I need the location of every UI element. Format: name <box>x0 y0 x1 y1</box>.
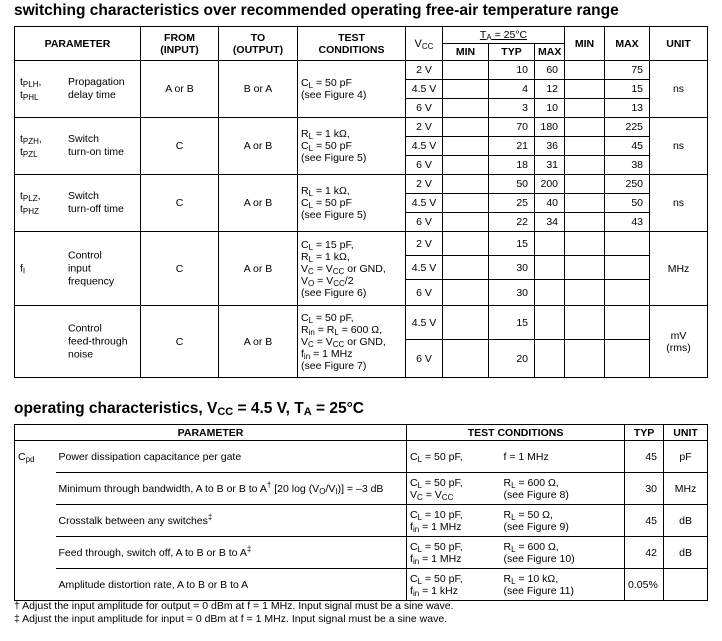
ta-max-cell <box>535 340 565 378</box>
vcc-cell: 6 V <box>406 213 443 232</box>
to-output-cell: B or A <box>219 61 298 118</box>
ta-min-cell <box>443 213 489 232</box>
test-condition-1: $C_L = 50$ pF, $f_{in} = 1$ MHz <box>407 537 501 569</box>
min-cell <box>565 175 605 194</box>
header-from: FROM (INPUT) <box>141 27 219 61</box>
from-input-cell: C <box>141 232 219 306</box>
vcc-cell: 4.5 V <box>406 256 443 280</box>
min-cell <box>565 340 605 378</box>
ta-max-cell: 60 <box>535 61 565 80</box>
ta-typ-cell: 30 <box>489 280 535 306</box>
test-conditions-cell: $R_L = 1$ kΩ, $C_L = 50$ pF (see Figure 5) <box>298 175 406 232</box>
test-condition-2: f = 1 MHz <box>501 441 625 473</box>
ta-typ-cell: 10 <box>489 61 535 80</box>
max-cell <box>605 306 650 340</box>
vcc-cell: 4.5 V <box>406 137 443 156</box>
min-cell <box>565 99 605 118</box>
from-input-cell: A or B <box>141 61 219 118</box>
typ-cell: 45 <box>625 441 664 473</box>
table-row <box>15 569 708 601</box>
max-cell: 13 <box>605 99 650 118</box>
ta-min-cell <box>443 194 489 213</box>
test-condition-1: $C_L = 10$ pF, $f_{in} = 1$ MHz <box>407 505 501 537</box>
typ-cell: 0.05% <box>625 569 664 601</box>
unit-cell: pF <box>664 441 708 473</box>
parameter-symbol: $f_I$ <box>20 262 26 275</box>
from-input-cell: C <box>141 118 219 175</box>
to-output-cell: A or B <box>219 232 298 306</box>
test-conditions-cell: $R_L = 1$ kΩ, $C_L = 50$ pF (see Figure 5) <box>298 118 406 175</box>
header-test-conditions: TEST CONDITIONS <box>298 27 406 61</box>
ta-min-cell <box>443 156 489 175</box>
parameter-symbol <box>15 473 56 505</box>
max-cell: 45 <box>605 137 650 156</box>
header-unit: UNIT <box>650 27 708 61</box>
ta-typ-cell: 15 <box>489 306 535 340</box>
unit-cell <box>664 569 708 601</box>
header-row <box>15 27 708 44</box>
min-cell <box>565 61 605 80</box>
test-conditions-cell: $C_L = 15$ pF, $R_L = 1$ kΩ, $V_C = V_{CC}$ or GND, $V_O = V_{CC}/2$ (see Figure 6) <box>298 232 406 306</box>
from-input-cell: C <box>141 175 219 232</box>
ta-max-cell: 34 <box>535 213 565 232</box>
ta-typ-cell: 3 <box>489 99 535 118</box>
parameter-description: Switch turn-on time <box>68 133 125 158</box>
typ-cell: 30 <box>625 473 664 505</box>
ta-max-cell: 36 <box>535 137 565 156</box>
min-cell <box>565 306 605 340</box>
unit-cell: MHz <box>650 232 708 306</box>
parameter-cell <box>15 306 141 378</box>
parameter-description: Minimum through bandwidth, A to B or B to A† [20 $\log (V_O/V_I)] = -3$ dB <box>56 473 407 505</box>
vcc-cell: 4.5 V <box>406 194 443 213</box>
header-ta: $T_A = 25^\circ C$ <box>443 27 565 44</box>
min-cell <box>565 80 605 99</box>
header-ta-typ: TYP <box>489 44 535 61</box>
typ-cell: 45 <box>625 505 664 537</box>
header-parameter: PARAMETER <box>15 27 141 61</box>
max-cell: 43 <box>605 213 650 232</box>
typ-cell: 42 <box>625 537 664 569</box>
ta-min-cell <box>443 175 489 194</box>
max-cell: 50 <box>605 194 650 213</box>
unit-cell: dB <box>664 505 708 537</box>
min-cell <box>565 194 605 213</box>
header-test-conditions: TEST CONDITIONS <box>407 425 625 441</box>
table-row <box>15 118 708 137</box>
parameter-symbol: $C_{pd}$ <box>15 441 56 473</box>
header-min: MIN <box>565 27 605 61</box>
vcc-cell: 6 V <box>406 280 443 306</box>
ta-min-cell <box>443 256 489 280</box>
test-conditions-cell: $C_L = 50$ pF, $R_{in} = R_L = 600$ Ω, $V_C = V_{CC}$ or GND, $f_{in} = 1$ MHz (see Figure 7) <box>298 306 406 378</box>
to-output-cell: A or B <box>219 118 298 175</box>
header-unit: UNIT <box>664 425 708 441</box>
ta-max-cell: 40 <box>535 194 565 213</box>
footnote-double-dagger: ‡ Adjust the input amplitude for input = 0 dBm at f = 1 MHz. Input signal must be a sine wave. <box>14 613 448 625</box>
min-cell <box>565 118 605 137</box>
header-typ: TYP <box>625 425 664 441</box>
max-cell: 15 <box>605 80 650 99</box>
ta-typ-cell: 18 <box>489 156 535 175</box>
parameter-description: Propagation delay time <box>68 76 125 101</box>
test-condition-2: $R_L = 600$ Ω, (see Figure 8) <box>501 473 625 505</box>
parameter-cell <box>15 232 141 306</box>
parameter-description: Amplitude distortion rate, A to B or B to A <box>56 569 407 601</box>
ta-max-cell: 10 <box>535 99 565 118</box>
max-cell: 38 <box>605 156 650 175</box>
parameter-description: Crosstalk between any switches‡ <box>56 505 407 537</box>
unit-cell: dB <box>664 537 708 569</box>
table-row <box>15 306 708 340</box>
min-cell <box>565 232 605 256</box>
ta-min-cell <box>443 340 489 378</box>
parameter-symbol: $t_{PLH}$, $t_{PHL}$ <box>20 76 42 102</box>
min-cell <box>565 156 605 175</box>
footnote-dagger: † Adjust the input amplitude for output = 0 dBm at f = 1 MHz. Input signal must be a sine wave. <box>14 600 454 612</box>
test-condition-1: $C_L = 50$ pF, $f_{in} = 1$ kHz <box>407 569 501 601</box>
header-ta-min: MIN <box>443 44 489 61</box>
header-ta-max: MAX <box>535 44 565 61</box>
min-cell <box>565 280 605 306</box>
ta-min-cell <box>443 61 489 80</box>
ta-typ-cell: 22 <box>489 213 535 232</box>
to-output-cell: A or B <box>219 306 298 378</box>
vcc-cell: 2 V <box>406 118 443 137</box>
max-cell: 75 <box>605 61 650 80</box>
switching-section-title: switching characteristics over recommended operating free-air temperature range <box>14 2 619 19</box>
unit-cell: ns <box>650 61 708 118</box>
vcc-cell: 2 V <box>406 61 443 80</box>
ta-min-cell <box>443 99 489 118</box>
table-row <box>15 232 708 256</box>
vcc-cell: 6 V <box>406 340 443 378</box>
header-vcc: $V_{CC}$ <box>406 27 443 61</box>
parameter-cell <box>15 61 141 118</box>
ta-max-cell <box>535 280 565 306</box>
max-cell: 250 <box>605 175 650 194</box>
vcc-cell: 6 V <box>406 99 443 118</box>
test-conditions-cell: $C_L = 50$ pF (see Figure 4) <box>298 61 406 118</box>
header-to: TO (OUTPUT) <box>219 27 298 61</box>
parameter-symbol: $t_{PZH}$, $t_{PZL}$ <box>20 133 42 159</box>
ta-min-cell <box>443 137 489 156</box>
header-max: MAX <box>605 27 650 61</box>
operating-section-title: operating characteristics, $V_{CC} = 4.5$ V, $T_A = 25^\circ C$ <box>14 400 364 418</box>
unit-cell: MHz <box>664 473 708 505</box>
test-condition-2: $R_L = 10$ kΩ, (see Figure 11) <box>501 569 625 601</box>
ta-max-cell: 31 <box>535 156 565 175</box>
test-condition-2: $R_L = 50$ Ω, (see Figure 9) <box>501 505 625 537</box>
ta-typ-cell: 50 <box>489 175 535 194</box>
table-row <box>15 537 708 569</box>
vcc-cell: 4.5 V <box>406 80 443 99</box>
min-cell <box>565 137 605 156</box>
header-parameter: PARAMETER <box>15 425 407 441</box>
unit-cell: ns <box>650 118 708 175</box>
ta-min-cell <box>443 80 489 99</box>
max-cell <box>605 256 650 280</box>
unit-cell: ns <box>650 175 708 232</box>
header-row <box>15 425 708 441</box>
ta-typ-cell: 4 <box>489 80 535 99</box>
parameter-symbol: $t_{PLZ}$, $t_{PHZ}$ <box>20 190 41 216</box>
parameter-description: Power dissipation capacitance per gate <box>56 441 407 473</box>
parameter-cell <box>15 175 141 232</box>
ta-typ-cell: 20 <box>489 340 535 378</box>
parameter-description: Control feed-through noise <box>68 322 128 360</box>
from-input-cell: C <box>141 306 219 378</box>
ta-max-cell <box>535 256 565 280</box>
min-cell <box>565 256 605 280</box>
max-cell <box>605 232 650 256</box>
max-cell <box>605 280 650 306</box>
table-row <box>15 473 708 505</box>
parameter-symbol <box>15 537 56 569</box>
switching-characteristics-table <box>14 26 708 378</box>
ta-max-cell <box>535 232 565 256</box>
ta-max-cell: 180 <box>535 118 565 137</box>
ta-min-cell <box>443 118 489 137</box>
parameter-description: Control input frequency <box>68 249 115 287</box>
vcc-cell: 6 V <box>406 156 443 175</box>
unit-cell: mV (rms) <box>650 306 708 378</box>
operating-characteristics-table <box>14 424 708 601</box>
ta-min-cell <box>443 306 489 340</box>
parameter-symbol <box>15 505 56 537</box>
test-condition-2: $R_L = 600$ Ω, (see Figure 10) <box>501 537 625 569</box>
parameter-symbol <box>15 569 56 601</box>
vcc-cell: 4.5 V <box>406 306 443 340</box>
test-condition-1: $C_L = 50$ pF, <box>407 441 501 473</box>
table-row <box>15 441 708 473</box>
table-row <box>15 505 708 537</box>
max-cell <box>605 340 650 378</box>
ta-typ-cell: 25 <box>489 194 535 213</box>
test-condition-1: $C_L = 50$ pF, $V_C = V_{CC}$ <box>407 473 501 505</box>
min-cell <box>565 213 605 232</box>
ta-typ-cell: 15 <box>489 232 535 256</box>
ta-max-cell: 12 <box>535 80 565 99</box>
ta-max-cell <box>535 306 565 340</box>
parameter-description: Switch turn-off time <box>68 190 124 215</box>
table-row <box>15 175 708 194</box>
max-cell: 225 <box>605 118 650 137</box>
ta-typ-cell: 21 <box>489 137 535 156</box>
parameter-description: Feed through, switch off, A to B or B to A‡ <box>56 537 407 569</box>
to-output-cell: A or B <box>219 175 298 232</box>
ta-typ-cell: 70 <box>489 118 535 137</box>
table-row <box>15 61 708 80</box>
ta-min-cell <box>443 232 489 256</box>
parameter-cell <box>15 118 141 175</box>
ta-min-cell <box>443 280 489 306</box>
vcc-cell: 2 V <box>406 232 443 256</box>
ta-max-cell: 200 <box>535 175 565 194</box>
vcc-cell: 2 V <box>406 175 443 194</box>
ta-typ-cell: 30 <box>489 256 535 280</box>
